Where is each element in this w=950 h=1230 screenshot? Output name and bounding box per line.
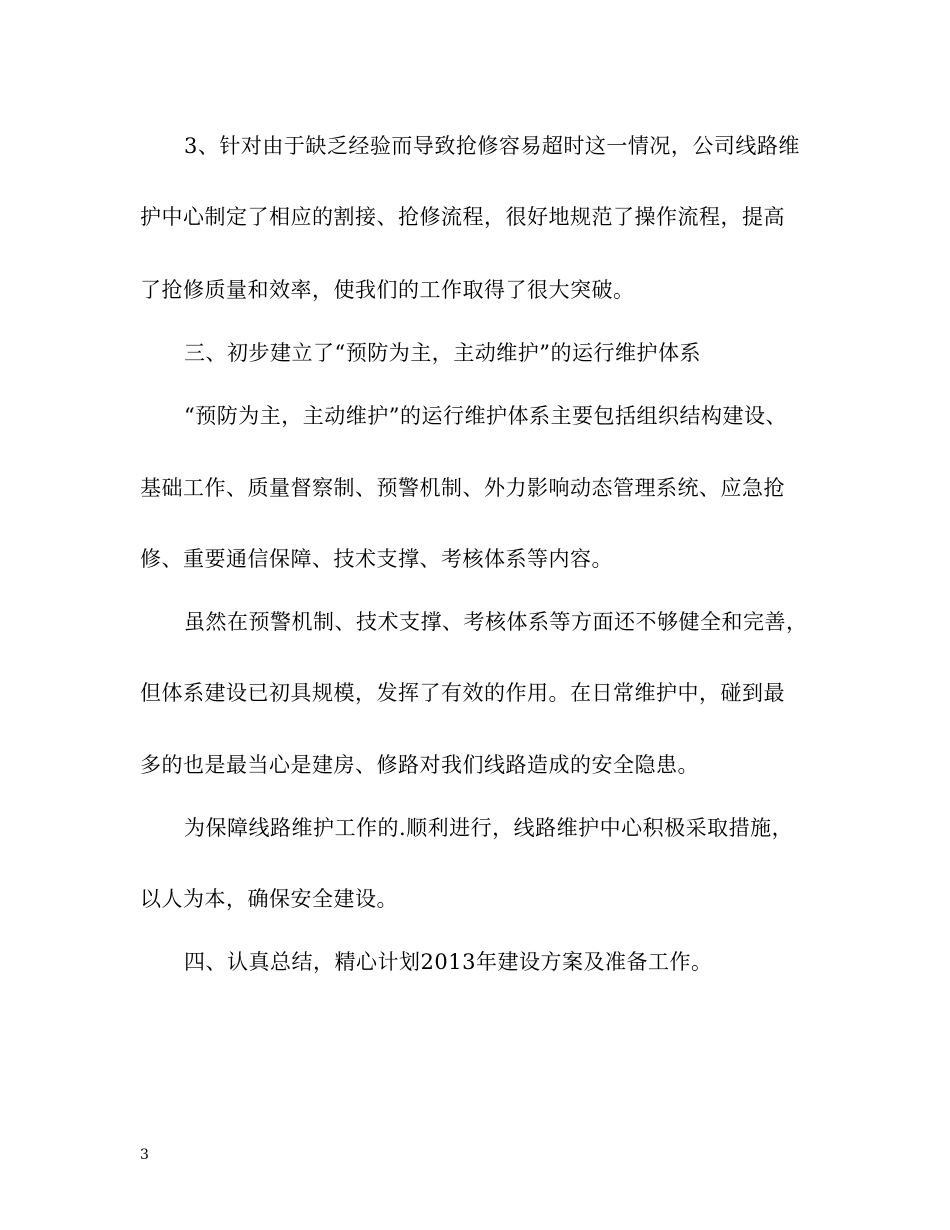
paragraph-line: 虽然在预警机制、技术支撑、考核体系等方面还不够健全和完善， (184, 610, 808, 634)
paragraph-line: 但体系建设已初具规模，发挥了有效的作用。在日常维护中，碰到最 (140, 681, 785, 705)
paragraph-line: 护中心制定了相应的割接、抢修流程，很好地规范了操作流程，提高 (140, 205, 785, 229)
paragraph-line: 以人为本，确保安全建设。 (140, 887, 398, 911)
paragraph-line: 3、针对由于缺乏经验而导致抢修容易超时这一情况，公司线路维 (184, 134, 800, 158)
section-heading: 四、认真总结，精心计划2013年建设方案及准备工作。 (184, 950, 713, 974)
paragraph-line: 基础工作、质量督察制、预警机制、外力影响动态管理系统、应急抢 (140, 476, 785, 500)
paragraph-line: 了抢修质量和效率，使我们的工作取得了很大突破。 (140, 278, 635, 302)
page-number: 3 (140, 1147, 149, 1163)
paragraph-line: “预防为主，主动维护”的运行维护体系主要包括组织结构建设、 (184, 404, 787, 428)
paragraph-line: 多的也是最当心是建房、修路对我们线路造成的安全隐患。 (140, 753, 699, 777)
paragraph-line: 修、重要通信保障、技术支撑、考核体系等内容。 (140, 547, 613, 571)
section-heading: 三、初步建立了“预防为主，主动维护”的运行维护体系 (184, 341, 701, 365)
paragraph-line: 为保障线路维护工作的.顺利进行，线路维护中心积极采取措施， (184, 816, 794, 840)
